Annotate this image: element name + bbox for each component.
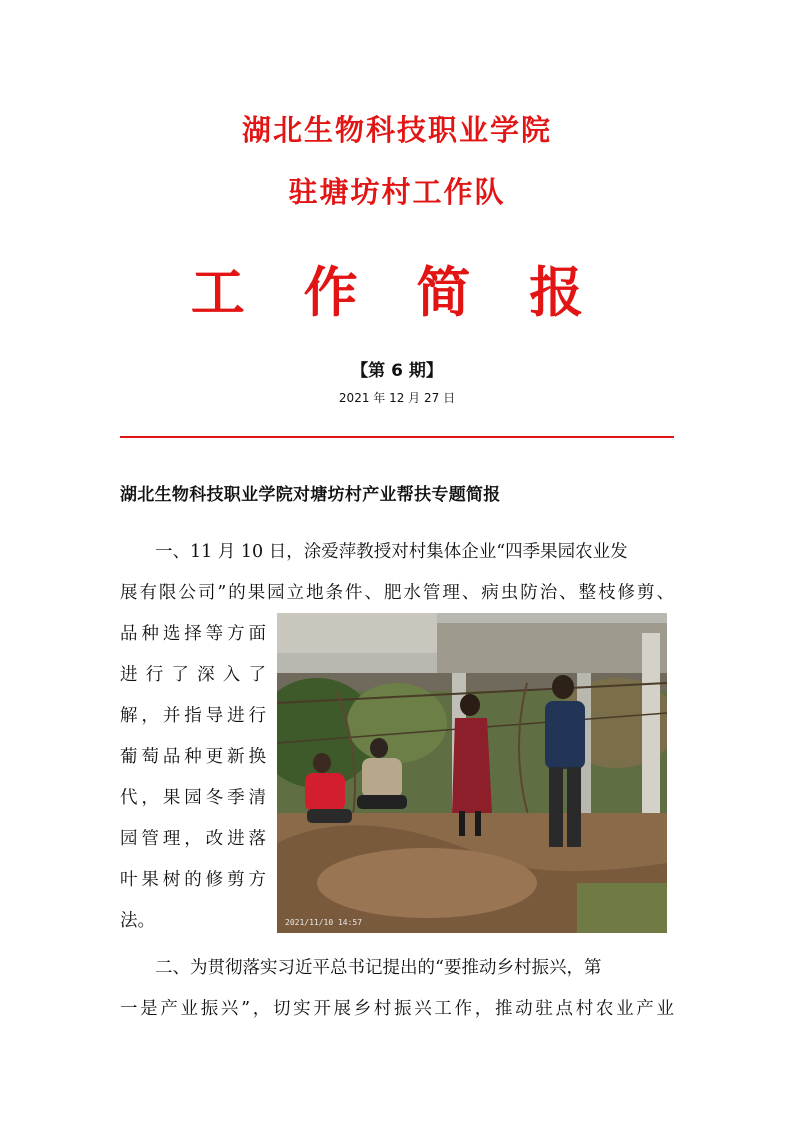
paragraph-line: 二、为贯彻落实习近平总书记提出的“要推动乡村振兴，第 (120, 958, 602, 978)
paragraph-line: 代，果园冬季清 (120, 788, 266, 808)
paragraph-line: 叶果树的修剪方 (120, 870, 266, 890)
paragraph-line: 展有限公司”的果园立地条件、肥水管理、病虫防治、整枝修剪、 (120, 583, 674, 603)
issue-number: 【第 6 期】 (351, 361, 443, 381)
work-team-name: 驻塘坊村工作队 (288, 175, 506, 209)
paragraph-line: 法。 (120, 911, 155, 931)
issue-date: 2021 年 12 月 27 日 (338, 391, 456, 405)
paragraph-line: 一是产业振兴”，切实开展乡村振兴工作，推动驻点村农业产业 (120, 999, 674, 1019)
paragraph-line: 进行了深入了 (120, 665, 266, 685)
paragraph-line: 一、11 月 10 日，涂爱萍教授对村集体企业“四季果园农业发 (120, 542, 628, 562)
orchard-photo (277, 613, 667, 933)
organization-name: 湖北生物科技职业学院 (241, 113, 552, 147)
paragraph-line: 葡萄品种更新换 (120, 747, 266, 767)
paragraph-line: 解，并指导进行 (120, 706, 266, 726)
paragraph-line: 品种选择等方面 (120, 624, 266, 644)
bulletin-title: 工 作 简 报 (190, 261, 604, 324)
photo-timestamp: 2021/11/10 14:57 (285, 918, 363, 927)
paragraph-line: 园管理，改进落 (120, 829, 266, 849)
article-subject: 湖北生物科技职业学院对塘坊村产业帮扶专题简报 (120, 485, 501, 505)
red-divider (120, 436, 674, 438)
